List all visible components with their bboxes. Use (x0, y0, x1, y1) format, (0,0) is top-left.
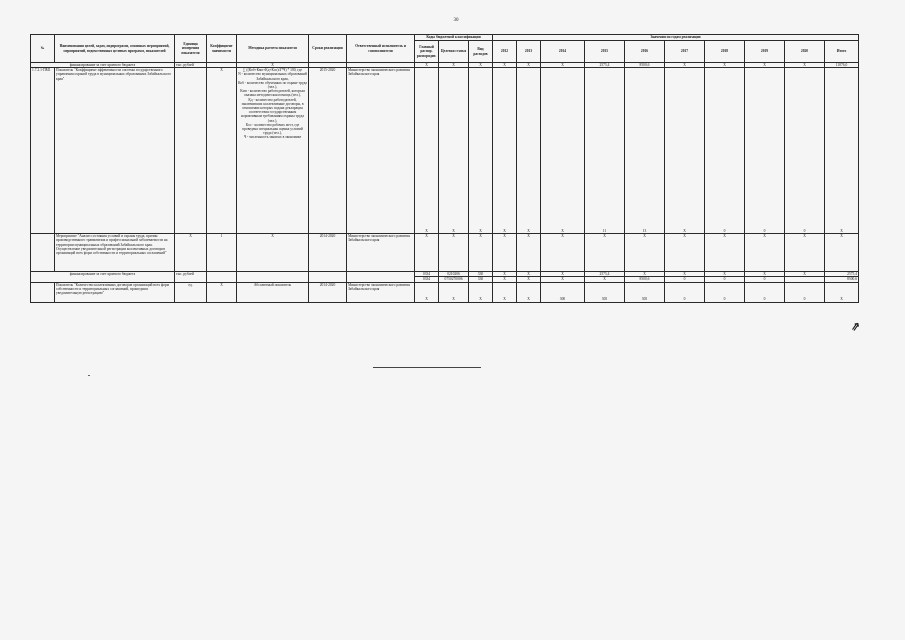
page-number: 30 (453, 18, 459, 23)
header-year: 2018 (705, 41, 745, 63)
indicator2-cell: 0 (745, 282, 785, 302)
fin2-total: 2575,4 (825, 272, 859, 277)
indicator-cell: X (415, 68, 439, 234)
fin2-cell: 0 (745, 277, 785, 282)
indicator-cell: X (541, 68, 585, 234)
header-unit: Единица измерения показателя (175, 35, 207, 63)
indicator-unit (175, 68, 207, 234)
fin2-unit: тыс. рублей (175, 272, 207, 282)
header-year: 2012 (493, 41, 517, 63)
header-year: 2020 (785, 41, 825, 63)
indicator2-total: X (825, 282, 859, 302)
fin-unit: тыс. рублей (175, 63, 207, 68)
indicator2-period: 2014-2020 (309, 282, 347, 302)
event-coef: 1 (207, 234, 237, 272)
fin2-cell: X (625, 272, 665, 277)
event-period: 2014-2020 (309, 234, 347, 272)
indicator2-cell: 0 (665, 282, 705, 302)
event-executor: Министерство экономического развития Забайкальского края (347, 234, 415, 272)
indicator-num: 1.7.2.1-ПМ1 (31, 68, 55, 234)
indicator2-executor: Министерство экономического развития Забайкальского края (347, 282, 415, 302)
indicator2-cell: X (493, 282, 517, 302)
indicator2-cell: X (415, 282, 439, 302)
indicator2-cell: 0 (785, 282, 825, 302)
indicator-period: 2015-2020 (309, 68, 347, 234)
event-cell: X (745, 234, 785, 272)
header-budget-col: Главный распор. распорядит. (415, 41, 439, 63)
header-year: 2014 (541, 41, 585, 63)
fin-cell: X (415, 63, 439, 68)
fin-cell: X (705, 63, 745, 68)
fin2-executor (347, 272, 415, 282)
header-year: 2019 (745, 41, 785, 63)
indicator-coef: X (207, 68, 237, 234)
header-budget-col: Вид расходов (469, 41, 493, 63)
event-cell: X (517, 234, 541, 272)
header-year: Итого (825, 41, 859, 63)
header-years-group: Значения по годам реализации (493, 35, 859, 41)
indicator-total: X (825, 68, 859, 234)
indicator-cell: X (493, 68, 517, 234)
indicator-cell: 0 (705, 68, 745, 234)
indicator-name: Показатель "Коэффициент эффективности системы государственного управления охраной труда в муниципальных образованиях Забайкальского края" (55, 68, 175, 234)
event-cell: X (439, 234, 469, 272)
indicator-cell: X (665, 68, 705, 234)
fin2-cell: 0334 (415, 277, 439, 282)
header-method: Методика расчета показателя (237, 35, 309, 63)
signature-line (373, 367, 481, 368)
header-budget-col: Целевая статья (439, 41, 469, 63)
header-year: 2013 (517, 41, 541, 63)
header-year: 2017 (665, 41, 705, 63)
header-executor: Ответственный исполнитель и соисполнители (347, 35, 415, 63)
fin-cell: X (665, 63, 705, 68)
indicator2-num (31, 282, 55, 302)
event-cell: X (541, 234, 585, 272)
indicator-cell: 13 (625, 68, 665, 234)
indicator-cell: X (469, 68, 493, 234)
indicator2-coef: X (207, 282, 237, 302)
event-cell: X (493, 234, 517, 272)
continuation-arrow-icon: ⇗ (850, 320, 862, 334)
event-cell: X (665, 234, 705, 272)
fin2-cell: X (585, 277, 625, 282)
indicator2-unit: ед. (175, 282, 207, 302)
fin2-cell: X (541, 277, 585, 282)
event-cell: X (625, 234, 665, 272)
event-method: X (237, 234, 309, 272)
header-period: Сроки реализации (309, 35, 347, 63)
fin2-cell: 330 (469, 277, 493, 282)
fin2-cell: X (705, 272, 745, 277)
fin2-cell: X (541, 272, 585, 277)
indicator2-method: Абсолютный показатель (237, 282, 309, 302)
fin-cell: X (541, 63, 585, 68)
indicator2-cell: 0 (705, 282, 745, 302)
fin2-cell: 0750270006 (439, 277, 469, 282)
fin2-cell: 0 (705, 277, 745, 282)
event-unit: X (175, 234, 207, 272)
indicator2-cell: X (439, 282, 469, 302)
program-table (30, 34, 859, 303)
event-cell: X (585, 234, 625, 272)
fin2-method (237, 272, 309, 282)
header-budget-group: Коды бюджетной классификации (415, 35, 493, 41)
fin2-period (309, 272, 347, 282)
fin2-cell: 0210206 (439, 272, 469, 277)
event-name: Мероприятие "Анализ состояния условий и охраны труда, причин производственного травматизма и профессиональной заболеваемости на территории муниципальных образований Забайкальского края. Осуществление уведомительной регистрации коллективных договоров организаций всех форм собственности и территориальных соглашений" (55, 234, 175, 272)
fin2-cell: X (745, 272, 785, 277)
fin-cell: X (785, 63, 825, 68)
fin-cell: X (493, 63, 517, 68)
fin2-cell: X (517, 272, 541, 277)
header-name: Наименования целей, задач, подпрограмм, основных мероприятий, мероприятий, ведомственных целевых программ, показателей (55, 35, 175, 63)
header-year: 2016 (625, 41, 665, 63)
fin2-cell: X (785, 272, 825, 277)
fin2-total: 8500,6 (825, 277, 859, 282)
fin-method: X (237, 63, 309, 68)
scan-speck (88, 375, 90, 376)
indicator2-cell: X (517, 282, 541, 302)
header-year: 2015 (585, 41, 625, 63)
fin2-label: финансирование за счет краевого бюджета (31, 272, 175, 282)
fin-cell: X (745, 63, 785, 68)
header-coef: Коэффициент значимости (207, 35, 237, 63)
indicator-method: ∑ ((Коб+Кмп+Кд+Ксо)/4*Ч) * 100, где N - количество муниципальных образований Забайкальского края, Коб - количество обученных по охране труда (чел.), Кмп - количество работодателей, которым оказана методическая помощь (чел.), Кд - количество работодателей, заключивших коллективные договоры, в отношении которых подана декларация соответствия государственным нормативным требованиям охраны труда (чел.), Ксо - количество рабочих мест, где проведена специальная оценка условий труда (чел.), Ч - численность занятых в экономике (237, 68, 309, 234)
fin2-cell: X (493, 272, 517, 277)
fin2-cell: 330 (469, 272, 493, 277)
fin-cell: 8500,6 (625, 63, 665, 68)
indicator-cell: 0 (745, 68, 785, 234)
fin-cell: 2575,4 (585, 63, 625, 68)
indicator-cell: X (517, 68, 541, 234)
fin2-coef (207, 272, 237, 282)
fin2-cell: 0334 (415, 272, 439, 277)
event-cell: X (705, 234, 745, 272)
indicator-executor: Министерство экономического развития Забайкальского края (347, 68, 415, 234)
event-cell: X (785, 234, 825, 272)
event-cell: X (469, 234, 493, 272)
event-total: X (825, 234, 859, 272)
fin2-cell: X (517, 277, 541, 282)
indicator2-cell: X (469, 282, 493, 302)
fin-cell: X (469, 63, 493, 68)
fin-total: 11076,0 (825, 63, 859, 68)
fin2-cell: X (665, 272, 705, 277)
fin-cell: X (439, 63, 469, 68)
indicator2-cell: 300 (541, 282, 585, 302)
event-cell: X (415, 234, 439, 272)
fin-cell: X (517, 63, 541, 68)
indicator2-cell: 305 (585, 282, 625, 302)
indicator2-cell: 305 (625, 282, 665, 302)
indicator-cell: X (439, 68, 469, 234)
fin2-cell: X (493, 277, 517, 282)
event-num (31, 234, 55, 272)
indicator-cell: 11 (585, 68, 625, 234)
fin2-cell: 8500,6 (625, 277, 665, 282)
indicator2-name: Показатель "Количество коллективных договоров организаций всех форм собственности и территориальных соглашений, прошедших уведомительную регистрацию" (55, 282, 175, 302)
fin-label: финансирование за счет краевого бюджета (31, 63, 175, 68)
fin2-cell: 2575,4 (585, 272, 625, 277)
indicator-cell: 0 (785, 68, 825, 234)
header-num: № (31, 35, 55, 63)
fin2-cell: 0 (665, 277, 705, 282)
